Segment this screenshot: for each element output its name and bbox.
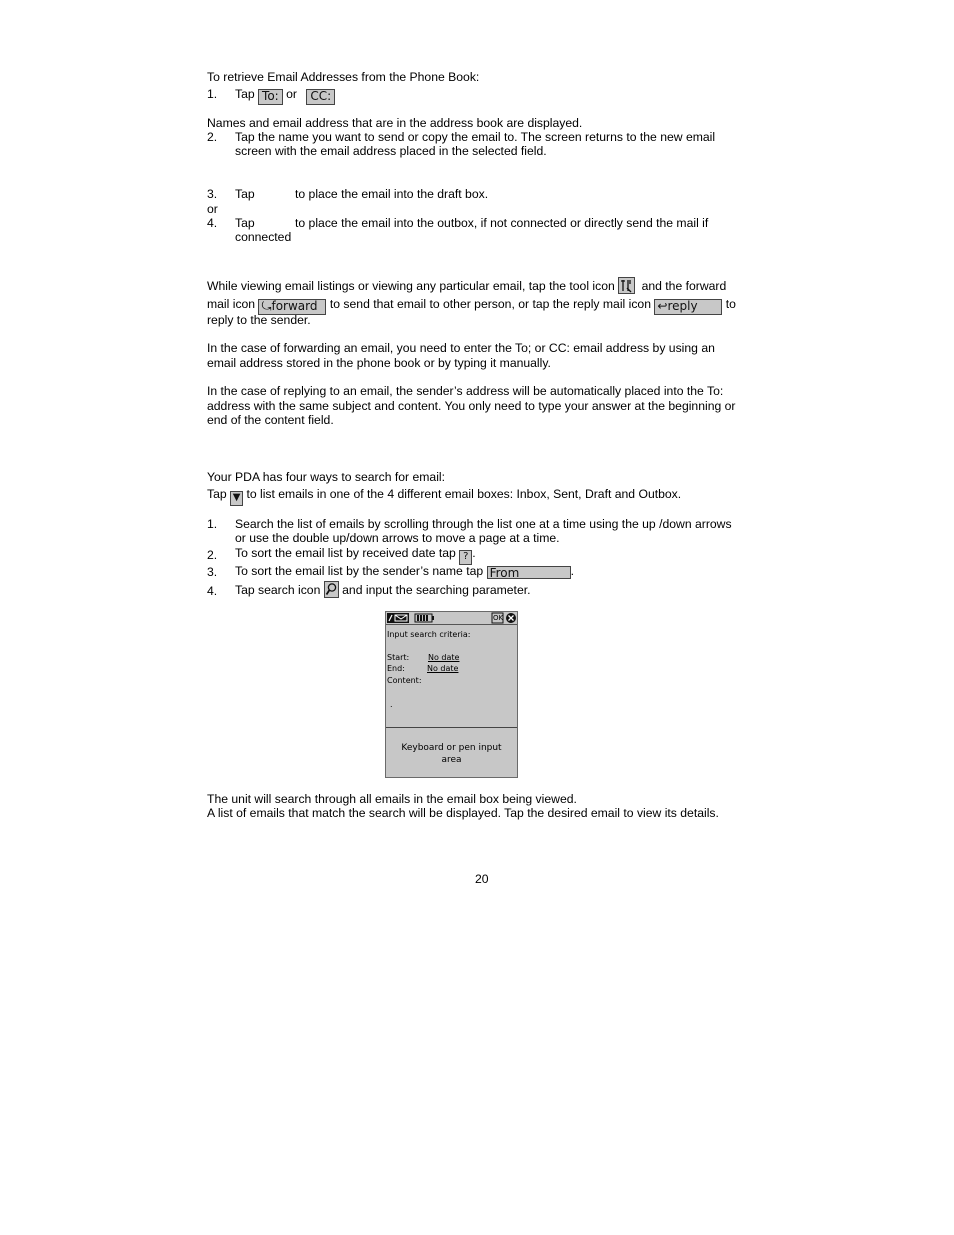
tool-icon[interactable] [618, 277, 635, 294]
para-text: . [570, 564, 574, 578]
sort-date-button[interactable]: ? [459, 550, 472, 565]
item-4-line [235, 581, 531, 598]
pda-keyboard-line-2: area [441, 755, 462, 765]
pda-start-value[interactable]: No date [428, 653, 460, 662]
or-text: or [207, 202, 218, 216]
item-number: 2. [207, 548, 218, 562]
forward-paragraph-line-1 [207, 277, 726, 294]
pda-end-value[interactable]: No date [427, 664, 459, 673]
replying-line-2: address with the same subject and content. You only need to type your answer at the beginning or [207, 399, 736, 413]
page-number: 20 [475, 872, 489, 886]
replying-line-3: end of the content field. [207, 413, 334, 427]
pda-divider [386, 727, 517, 728]
item-number: 1. [207, 517, 218, 531]
para-text: To sort the email list by the sender’s name tap [235, 564, 484, 578]
mailbox-dropdown-button[interactable] [230, 491, 243, 506]
mailbox-line [207, 487, 681, 506]
pda-start-label: Start: [387, 653, 410, 662]
para-text: to [725, 297, 736, 311]
step-number: 2. [207, 130, 218, 144]
pda-content-label: Content: [387, 676, 422, 685]
forward-paragraph-line-3: reply to the sender. [207, 313, 311, 327]
search-icon-button[interactable] [324, 581, 339, 598]
step-3-text: to place the email into the draft box. [295, 187, 489, 201]
pda-cursor[interactable]: . [390, 700, 393, 709]
step-number: 4. [207, 216, 218, 230]
triangle-down-icon: ▼ [232, 492, 241, 503]
para-text: While viewing email listings or viewing any particular email, tap the tool icon [207, 279, 615, 293]
status-bar [386, 612, 517, 625]
search-intro: Your PDA has four ways to search for email: [207, 470, 445, 484]
closing-line-1: The unit will search through all emails in the email box being viewed. [207, 792, 577, 806]
step-text: or [286, 87, 297, 101]
search-icon [325, 582, 338, 597]
forwarding-line-1: In the case of forwarding an email, you need to enter the To; or CC: email address by using an [207, 341, 715, 355]
pda-search-screen [385, 611, 518, 778]
step-2-line-2: screen with the email address placed in the selected field. [235, 144, 547, 158]
forward-label: forward [271, 299, 318, 313]
para-text: and input the searching parameter. [342, 583, 531, 597]
step-text: Tap [235, 87, 255, 101]
pda-end-label: End: [387, 664, 405, 673]
cc-button[interactable]: CC: [306, 89, 335, 105]
ok-icon[interactable]: OK [493, 614, 504, 622]
para-text: Tap search icon [235, 583, 321, 597]
names-line: Names and email address that are in the address book are displayed. [207, 116, 583, 130]
reply-arrow-icon: ↩ [657, 299, 668, 313]
item-1-line-2: or use the double up/down arrows to move a page at a time. [235, 531, 560, 545]
para-text: To sort the email list by received date tap [235, 546, 456, 560]
step-1-line [235, 87, 335, 105]
closing-line-2: A list of emails that match the search will be displayed. Tap the desired email to view its details. [207, 806, 719, 820]
tool-icon-glyph [619, 278, 634, 293]
item-number: 3. [207, 565, 218, 579]
to-button[interactable]: To: [258, 89, 283, 105]
step-number: 1. [207, 87, 218, 101]
step-4-tap: Tap [235, 216, 255, 230]
item-number: 4. [207, 584, 218, 598]
para-text: mail icon [207, 297, 256, 311]
para-text: to send that email to other person, or tap the reply mail icon [329, 297, 651, 311]
para-text: Tap [207, 487, 227, 501]
para-text: to list emails in one of the 4 different email boxes: Inbox, Sent, Draft and Outbox. [246, 487, 682, 501]
intro-phonebook: To retrieve Email Addresses from the Phone Book: [207, 70, 480, 84]
step-4-text: to place the email into the outbox, if not connected or directly send the mail if [295, 216, 709, 230]
forwarding-line-2: email address stored in the phone book or by typing it manually. [207, 356, 551, 370]
para-text: . [472, 546, 476, 560]
item-3-line [235, 564, 574, 579]
reply-label: reply [667, 299, 698, 313]
item-2-line [235, 546, 476, 565]
pda-title: Input search criteria: [387, 630, 471, 639]
item-1-line-1: Search the list of emails by scrolling through the list one at a time using the up /down arrows [235, 517, 732, 531]
replying-line-1: In the case of replying to an email, the sender’s address will be automatically placed into the To: [207, 384, 724, 398]
step-2-line-1: Tap the name you want to send or copy the email to. The screen returns to the new email [235, 130, 716, 144]
step-3-tap: Tap [235, 187, 255, 201]
reply-button[interactable] [654, 299, 722, 315]
sort-from-button[interactable]: From [487, 566, 571, 579]
pda-keyboard-line-1: Keyboard or pen input [401, 743, 502, 753]
pda-keyboard-area[interactable] [386, 742, 517, 766]
step-number: 3. [207, 187, 218, 201]
para-text: and the forward [641, 279, 727, 293]
step-4-line-2: connected [235, 230, 292, 244]
forward-arrow-icon: ⤿ [261, 299, 272, 313]
